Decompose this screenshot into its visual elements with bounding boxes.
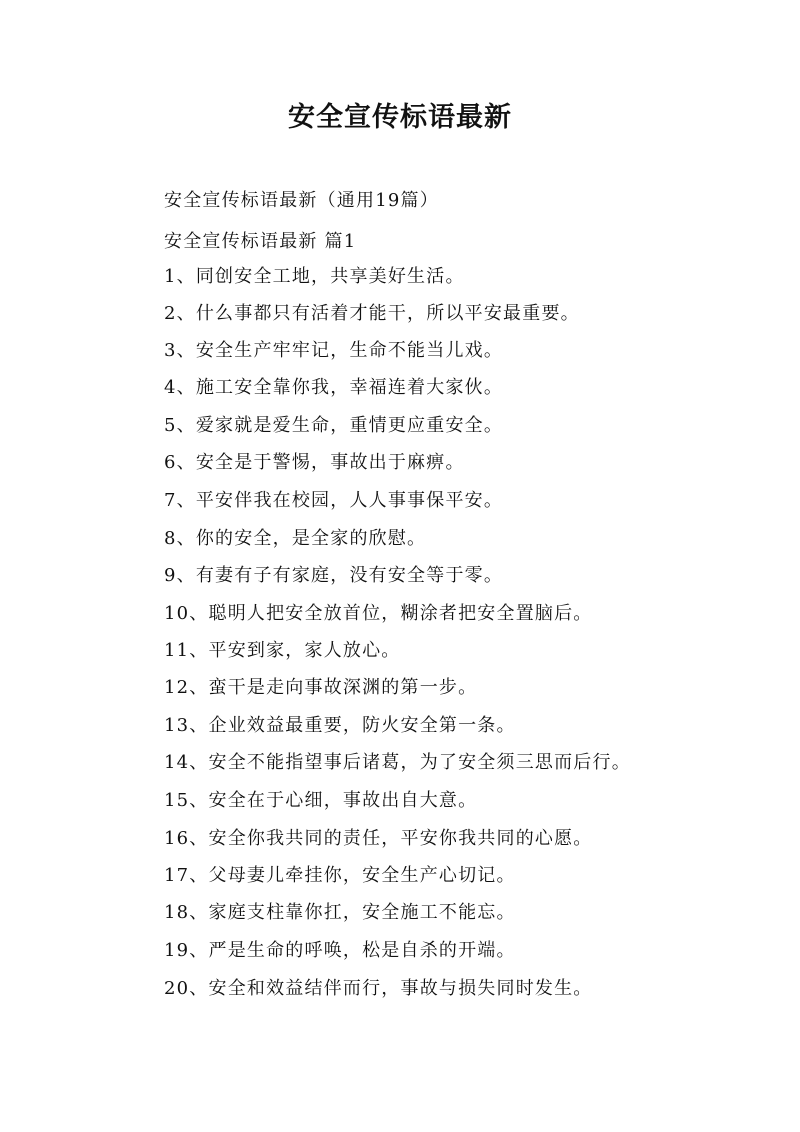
slogan-line: 12、蛮干是走向事故深渊的第一步。 — [164, 677, 478, 698]
slogan-line: 11、平安到家，家人放心。 — [164, 640, 401, 661]
slogan-line: 5、爱家就是爱生命，重情更应重安全。 — [164, 415, 504, 436]
slogan-line: 6、安全是于警惕，事故出于麻痹。 — [164, 452, 465, 473]
document-title: 安全宣传标语最新 — [288, 102, 512, 133]
slogan-line: 14、安全不能指望事后诸葛，为了安全须三思而后行。 — [164, 752, 631, 773]
section-heading: 安全宣传标语最新 篇1 — [164, 231, 357, 252]
slogan-line: 4、施工安全靠你我，幸福连着大家伙。 — [164, 377, 504, 398]
slogan-line: 3、安全生产牢牢记，生命不能当儿戏。 — [164, 340, 504, 361]
slogan-line: 13、企业效益最重要，防火安全第一条。 — [164, 715, 516, 736]
slogan-line: 15、安全在于心细，事故出自大意。 — [164, 790, 478, 811]
slogan-line: 10、聪明人把安全放首位，糊涂者把安全置脑后。 — [164, 603, 593, 624]
slogan-line: 19、严是生命的呼唤，松是自杀的开端。 — [164, 940, 516, 961]
slogan-line: 18、家庭支柱靠你扛，安全施工不能忘。 — [164, 902, 516, 923]
slogan-line: 9、有妻有子有家庭，没有安全等于零。 — [164, 565, 504, 586]
slogan-line: 2、什么事都只有活着才能干，所以平安最重要。 — [164, 303, 580, 324]
slogan-line: 7、平安伴我在校园，人人事事保平安。 — [164, 490, 504, 511]
slogan-line: 16、安全你我共同的责任，平安你我共同的心愿。 — [164, 828, 593, 849]
slogan-line: 20、安全和效益结伴而行，事故与损失同时发生。 — [164, 978, 593, 999]
slogan-line: 1、同创安全工地，共享美好生活。 — [164, 266, 465, 287]
slogan-line: 8、你的安全，是全家的欣慰。 — [164, 528, 427, 549]
slogan-line: 17、父母妻儿牵挂你，安全生产心切记。 — [164, 865, 516, 886]
subtitle-line: 安全宣传标语最新（通用19篇） — [164, 190, 439, 211]
